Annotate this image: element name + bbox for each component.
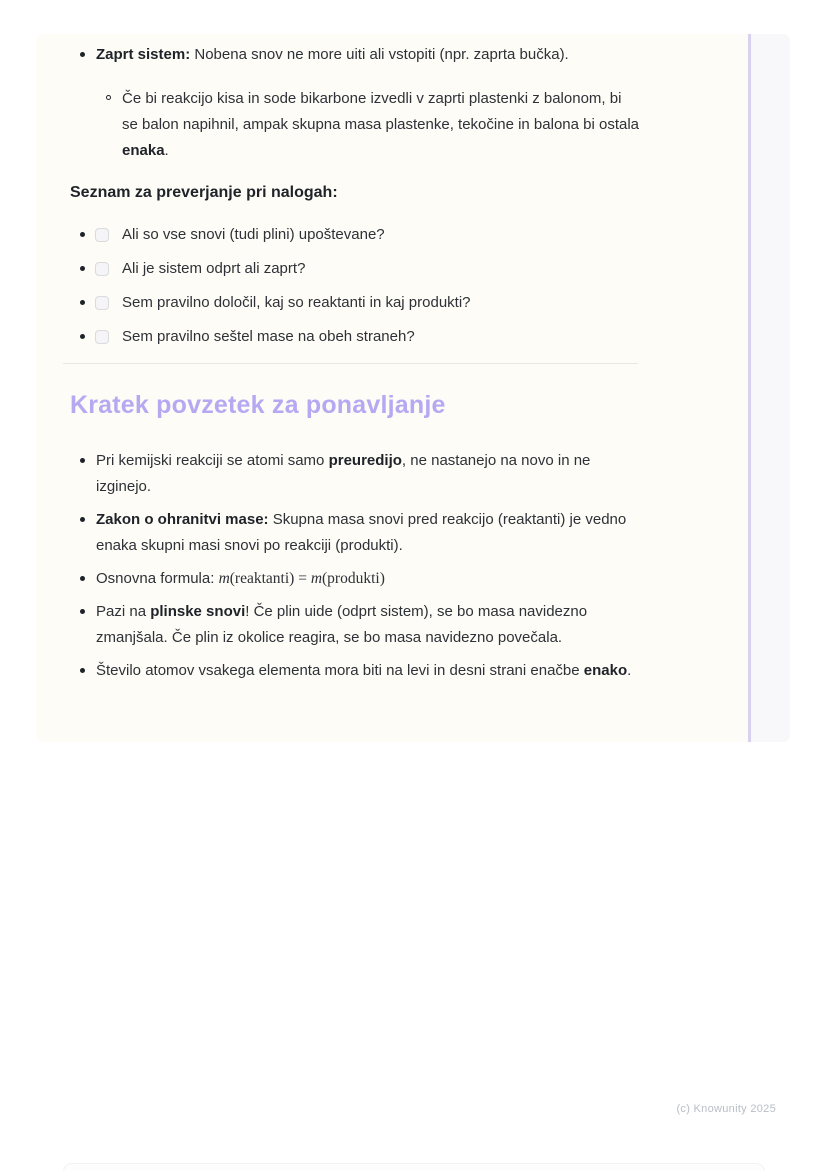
text-segment: preuredijo (328, 452, 402, 469)
circle-bullet-icon (106, 95, 111, 100)
closed-system-example-text (122, 90, 639, 159)
copyright-footer: (c) Knowunity 2025 (676, 1103, 776, 1115)
bullet-icon (80, 300, 85, 305)
next-page-top-edge (63, 1163, 765, 1171)
summary-item (70, 448, 640, 500)
text-segment: . (627, 662, 632, 679)
closed-system-list (70, 42, 640, 68)
closed-system-text (96, 46, 569, 63)
text-segment: Skupna masa snovi pred reakcijo (reaktanti) je vedno enaka skupni masi snovi po reakciji (produkti). (96, 511, 627, 554)
bullet-icon (80, 517, 85, 522)
text-segment: Število atomov vsakega elementa mora biti na levi in desni strani enačbe (96, 662, 584, 679)
checkbox[interactable] (95, 228, 109, 242)
bullet-icon (80, 609, 85, 614)
bullet-icon (80, 232, 85, 237)
text-segment: , ne nastanejo na novo in ne izginejo. (96, 452, 591, 495)
text-segment: plinske snovi (150, 603, 246, 620)
checklist-heading: Seznam za preverjanje pri nalogah: (70, 184, 338, 201)
bullet-icon (80, 458, 85, 463)
list-item (70, 86, 640, 164)
text-segment: Osnovna formula: (96, 570, 219, 587)
text-segment: Zakon o ohranitvi mase: (96, 511, 269, 528)
text-segment: Nobena snov ne more uiti ali vstopiti (npr. zaprta bučka). (190, 46, 569, 63)
document-page (36, 34, 790, 742)
bullet-icon (80, 52, 85, 57)
summary-list (70, 448, 640, 684)
checklist-item-label: Ali je sistem odprt ali zaprt? (122, 260, 306, 277)
text-segment: Zaprt sistem: (96, 46, 191, 63)
summary-item-text (96, 511, 626, 554)
text-segment: . (164, 142, 169, 159)
text-segment: m (218, 570, 230, 587)
divider (63, 363, 638, 364)
text-segment: m (310, 570, 323, 587)
checklist-item (70, 256, 640, 282)
checklist-item-label: Ali so vse snovi (tudi plini) upoštevane? (122, 226, 385, 243)
closed-system-sublist (70, 86, 640, 164)
text-segment: ! Če plin uide (odprt sistem), se bo masa navidezno zmanjšala. Če plin iz okolice reagira, se bo masa navidezno povečala. (96, 603, 588, 646)
text-segment: Če bi reakcijo kisa in sode bikarbone izvedli v zaprti plastenki z balonom, bi se balon napihnil, ampak skupna masa plastenke, tekočine in balona bi ostala (122, 90, 640, 133)
bullet-icon (80, 334, 85, 339)
summary-item (70, 566, 640, 592)
summary-item-text (96, 452, 590, 495)
summary-item-text (96, 662, 631, 679)
checkbox[interactable] (95, 262, 109, 276)
checklist-item-label: Sem pravilno določil, kaj so reaktanti in kaj produkti? (122, 294, 471, 311)
summary-heading: Kratek povzetek za ponavljanje (70, 391, 446, 419)
checklist-item (70, 290, 640, 316)
text-segment: enaka (122, 142, 165, 159)
checkbox[interactable] (95, 330, 109, 344)
bullet-icon (80, 576, 85, 581)
text-segment: Pazi na (96, 603, 151, 620)
page-edge-gutter (751, 34, 790, 742)
checklist-item-label: Sem pravilno seštel mase na obeh straneh? (122, 328, 415, 345)
bullet-icon (80, 668, 85, 673)
summary-item (70, 507, 640, 559)
list-item (70, 42, 640, 68)
checkbox[interactable] (95, 296, 109, 310)
text-segment: (reaktanti) (229, 570, 295, 587)
summary-item-text (96, 603, 587, 646)
summary-item-text (96, 570, 385, 587)
checklist (70, 222, 640, 350)
bullet-icon (80, 266, 85, 271)
summary-item (70, 658, 640, 684)
checklist-item (70, 222, 640, 248)
text-segment: = (294, 570, 311, 587)
checklist-item (70, 324, 640, 350)
text-segment: Pri kemijski reakciji se atomi samo (96, 452, 329, 469)
page-content (70, 42, 640, 691)
text-segment: (produkti) (322, 570, 385, 587)
summary-item (70, 599, 640, 651)
text-segment: enako (583, 662, 628, 679)
